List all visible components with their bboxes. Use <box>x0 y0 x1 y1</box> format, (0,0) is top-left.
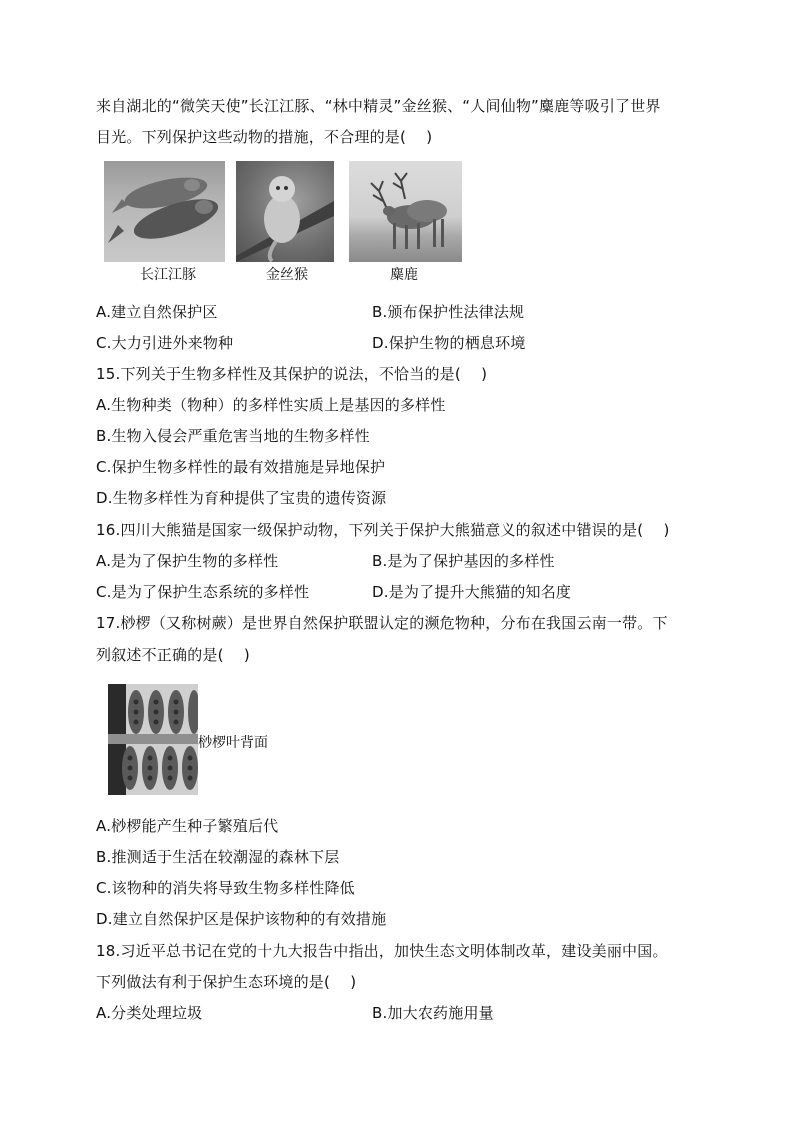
tree-fern-leaf-photo <box>108 684 198 795</box>
q16-stem: 16.四川大熊猫是国家一级保护动物，下列关于保护大熊猫意义的叙述中错误的是( ) <box>96 521 670 539</box>
caption-tree-fern-leaf: 桫椤叶背面 <box>198 735 268 751</box>
finless-porpoise-photo <box>104 161 225 262</box>
q14-option-b: B.颁布保护性法律法规 <box>372 303 525 321</box>
q18-option-a: A.分类处理垃圾 <box>96 1004 203 1022</box>
golden-monkey-photo <box>236 161 334 262</box>
milu-deer-photo <box>349 161 462 262</box>
q14-option-a: A.建立自然保护区 <box>96 303 218 321</box>
caption-finless-porpoise: 长江江豚 <box>140 267 196 283</box>
q17-stem-line1: 17.桫椤（又称树蕨）是世界自然保护联盟认定的濒危物种，分布在我国云南一带。下 <box>96 614 668 632</box>
q15-stem: 15.下列关于生物多样性及其保护的说法，不恰当的是( ) <box>96 365 488 383</box>
q15-option-d: D.生物多样性为育种提供了宝贵的遗传资源 <box>96 489 387 507</box>
q17-option-d: D.建立自然保护区是保护该物种的有效措施 <box>96 910 387 928</box>
caption-milu-deer: 麋鹿 <box>390 267 418 283</box>
q18-stem-line2: 下列做法有利于保护生态环境的是( ) <box>96 973 357 991</box>
q16-option-b: B.是为了保护基因的多样性 <box>372 552 555 570</box>
q16-option-c: C.是为了保护生态系统的多样性 <box>96 583 310 601</box>
q18-stem-line1: 18.习近平总书记在党的十九大报告中指出，加快生态文明体制改革，建设美丽中国。 <box>96 942 668 960</box>
q17-option-c: C.该物种的消失将导致生物多样性降低 <box>96 879 355 897</box>
q15-option-b: B.生物入侵会严重危害当地的生物多样性 <box>96 427 370 445</box>
q17-option-a: A.桫椤能产生种子繁殖后代 <box>96 817 279 835</box>
q16-option-d: D.是为了提升大熊猫的知名度 <box>372 583 572 601</box>
q17-option-b: B.推测适于生活在较潮湿的森林下层 <box>96 848 340 866</box>
q14-option-c: C.大力引进外来物种 <box>96 334 234 352</box>
q14-option-d: D.保护生物的栖息环境 <box>372 334 526 352</box>
q16-option-a: A.是为了保护生物的多样性 <box>96 552 279 570</box>
caption-golden-monkey: 金丝猴 <box>266 267 308 283</box>
q14-stem-line1: 来自湖北的“微笑天使”长江江豚、“林中精灵”金丝猴、“人间仙物”麋鹿等吸引了世界 <box>96 97 661 115</box>
q17-stem-line2: 列叙述不正确的是( ) <box>96 646 250 664</box>
q14-stem-line2: 目光。下列保护这些动物的措施，不合理的是( ) <box>96 128 433 146</box>
q18-option-b: B.加大农药施用量 <box>372 1004 494 1022</box>
q15-option-c: C.保护生物多样性的最有效措施是异地保护 <box>96 458 386 476</box>
q15-option-a: A.生物种类（物种）的多样性实质上是基因的多样性 <box>96 396 446 414</box>
